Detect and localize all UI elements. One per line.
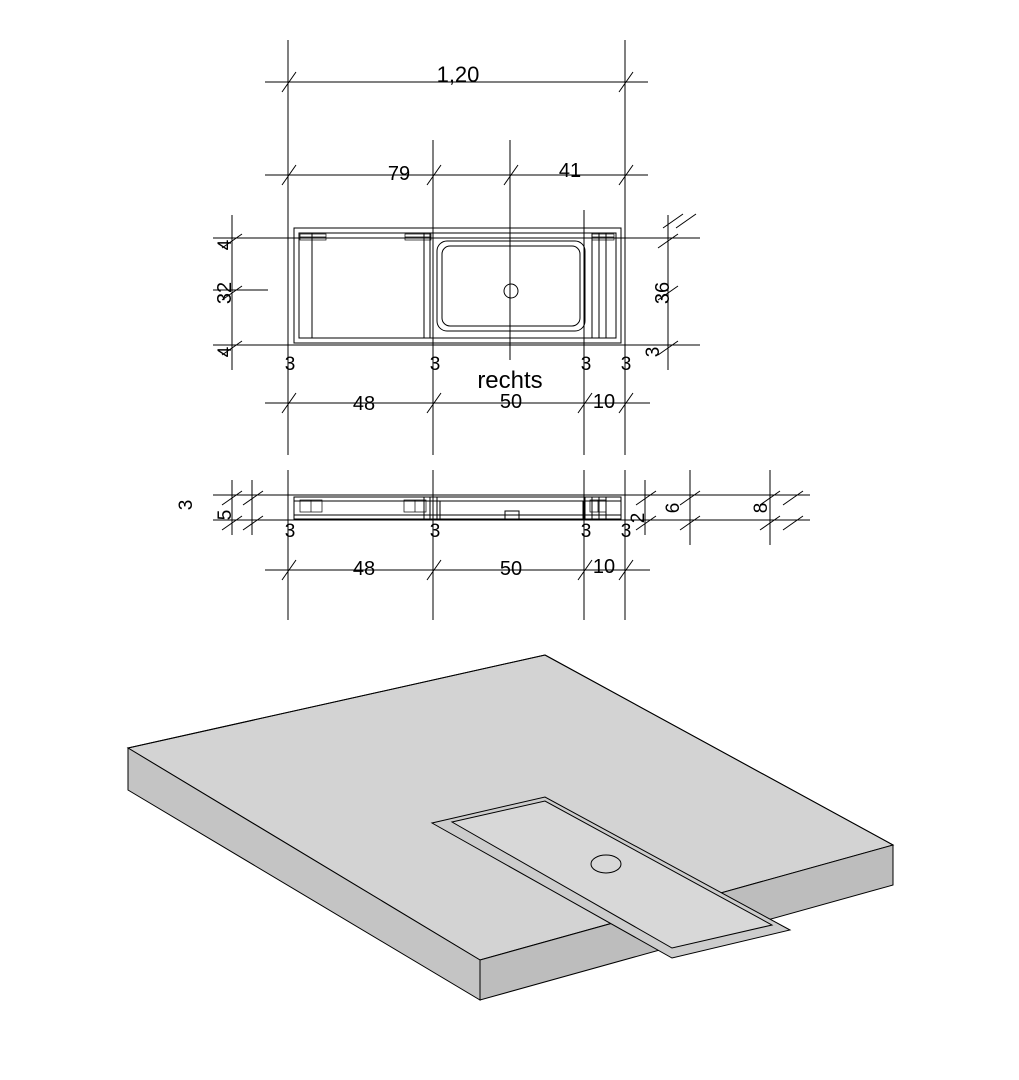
dim-span-10-front: 10 [592, 556, 616, 578]
dim-gap-b-top: 3 [429, 354, 441, 375]
dim-right-height: 36 [652, 281, 674, 305]
dim-inner-height: 32 [214, 281, 236, 305]
fixture-marks [300, 234, 614, 240]
slab-front-outline [294, 497, 621, 519]
dim-gap-c-front: 3 [580, 521, 592, 542]
front-view-group [213, 470, 810, 620]
slab-top-inner [299, 233, 616, 338]
basin-outline [437, 241, 585, 331]
top-view-group [213, 40, 700, 455]
dim-offset-2: 2 [628, 512, 649, 524]
iso-view-group [128, 655, 893, 1000]
basin-inner [442, 246, 580, 326]
dim-gap-a-top: 3 [284, 354, 296, 375]
dim-offset-6: 6 [663, 502, 684, 514]
dim-gap-a-front: 3 [284, 521, 296, 542]
dim-span-50-top: 50 [499, 391, 523, 413]
dim-left-segment: 79 [387, 163, 411, 185]
dim-top-edge: 4 [215, 239, 236, 251]
dim-gap-c-top: 3 [580, 354, 592, 375]
dim-gap-d-top: 3 [620, 354, 632, 375]
dim-front-thickness-3: 3 [176, 499, 197, 511]
view-caption-rechts: rechts [477, 367, 543, 394]
dim-span-50-front: 50 [499, 558, 523, 580]
dim-front-height-5: 5 [215, 509, 236, 521]
dim-right-edge-4: 3 [643, 346, 664, 358]
dim-right-segment: 41 [558, 160, 582, 182]
dim-span-48-front: 48 [352, 558, 376, 580]
dim-gap-d-front: 3 [620, 521, 632, 542]
dim-overall-width: 1,20 [436, 62, 480, 87]
dim-gap-b-front: 3 [429, 521, 441, 542]
dim-span-48-top: 48 [352, 393, 376, 415]
dim-offset-8: 8 [751, 502, 772, 514]
dim-bottom-edge: 4 [215, 346, 236, 358]
dim-span-10-top: 10 [592, 391, 616, 413]
hardware-marks [300, 500, 606, 512]
drain-hole [504, 284, 518, 298]
